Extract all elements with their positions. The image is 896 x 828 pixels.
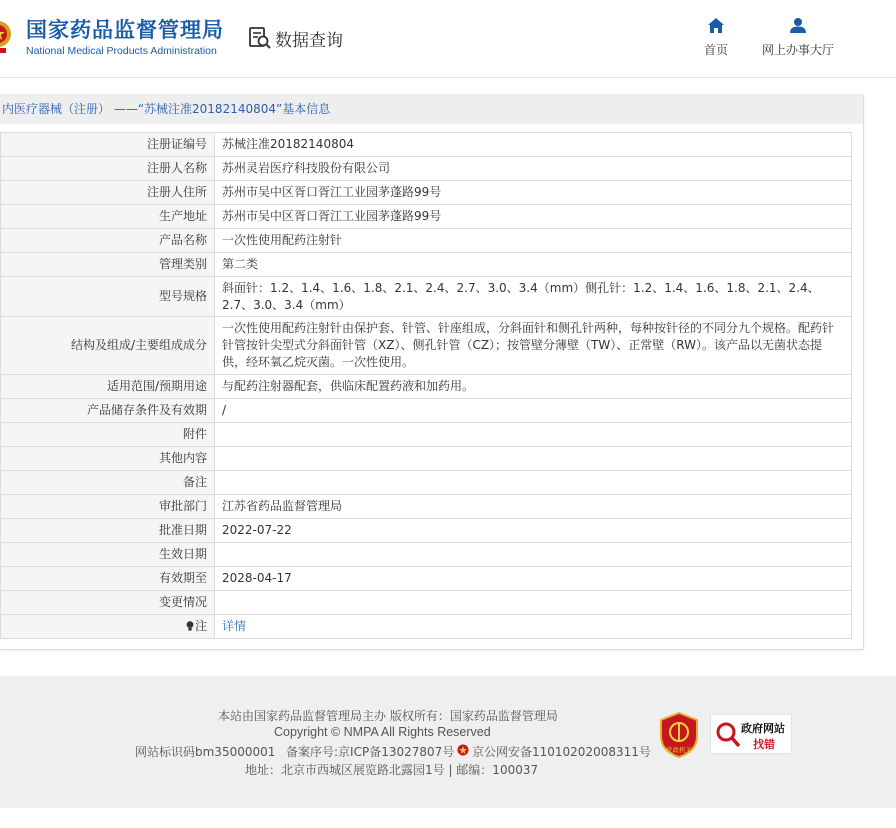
- gov-badge-title: 政府网站: [741, 722, 785, 735]
- table-row: [1, 181, 852, 205]
- panel-title: 内医疗器械（注册） ——“苏械注准20182140804”基本信息: [0, 94, 863, 124]
- table-row: [1, 423, 852, 447]
- magnifier-icon: [715, 721, 741, 749]
- table-row: [1, 519, 852, 543]
- row-value: 第二类: [215, 253, 852, 277]
- details-link[interactable]: 详情: [222, 619, 247, 633]
- row-label: 生产地址: [1, 205, 215, 229]
- row-label: 产品名称: [1, 229, 215, 253]
- table-row: [1, 615, 852, 639]
- table-row: [1, 543, 852, 567]
- row-value: [215, 615, 852, 639]
- nav-online-hall-label: 网上办事大厅: [761, 43, 834, 57]
- nav-home-label: 首页: [703, 43, 728, 57]
- footer-icp-link[interactable]: 备案序号:京ICP备13027807号: [286, 745, 455, 759]
- national-emblem-icon: [0, 16, 12, 56]
- row-value: 苏州市吴中区胥口胥江工业园茅蓬路99号: [215, 205, 852, 229]
- table-row: [1, 253, 852, 277]
- row-value: 斜面针：1.2、1.4、1.6、1.8、2.1、2.4、2.7、3.0、3.4（mm）侧孔针：1.2、1.4、1.6、1.8、2.1、2.4、2.7、3.0、3.4（mm）: [215, 277, 852, 317]
- row-label: 附件: [1, 423, 215, 447]
- row-label: 有效期至: [1, 567, 215, 591]
- footer-copyright: Copyright © NMPA All Rights Reserved: [274, 725, 491, 739]
- gov-badge-subtitle: 找错: [753, 738, 775, 751]
- table-row: [1, 495, 852, 519]
- info-panel: [0, 94, 864, 650]
- table-row: [1, 567, 852, 591]
- table-row: [1, 205, 852, 229]
- note-label: 注: [194, 619, 207, 633]
- nav-online-hall[interactable]: [760, 18, 836, 58]
- site-header: [0, 0, 896, 76]
- row-label: 备注: [1, 471, 215, 495]
- document-search-icon: [248, 26, 272, 50]
- row-value: 一次性使用配药注射针: [215, 229, 852, 253]
- party-gov-badge-text: 党政机关: [666, 746, 692, 754]
- table-row: [1, 375, 852, 399]
- row-value: 2022-07-22: [215, 519, 852, 543]
- row-value: [215, 543, 852, 567]
- row-label: 变更情况: [1, 591, 215, 615]
- row-value: [215, 447, 852, 471]
- row-value: 与配药注射器配套，供临床配置药液和加药用。: [215, 375, 852, 399]
- row-value: [215, 591, 852, 615]
- row-label: 适用范围/预期用途: [1, 375, 215, 399]
- table-row: [1, 399, 852, 423]
- table-row: [1, 229, 852, 253]
- lightbulb-icon: [186, 621, 194, 631]
- footer-address: 地址：北京市西城区展览路北露园1号 | 邮编：100037: [245, 763, 539, 777]
- row-value: 苏州灵岩医疗科技股份有限公司: [215, 157, 852, 181]
- table-row: [1, 133, 852, 157]
- nav-home[interactable]: [700, 18, 732, 58]
- table-row: [1, 317, 852, 375]
- gov-site-error-badge[interactable]: [710, 714, 792, 754]
- row-value: 江苏省药品监督管理局: [215, 495, 852, 519]
- row-label: 注册人名称: [1, 157, 215, 181]
- row-value: 苏械注准20182140804: [215, 133, 852, 157]
- row-label: 生效日期: [1, 543, 215, 567]
- row-label: 产品储存条件及有效期: [1, 399, 215, 423]
- home-icon: [708, 18, 724, 33]
- row-value: 2028-04-17: [215, 567, 852, 591]
- footer-sponsor-text: 本站由国家药品监督管理局主办 版权所有：国家药品监督管理局: [218, 709, 558, 723]
- row-label: 批准日期: [1, 519, 215, 543]
- site-logo-subtitle: National Medical Products Administration: [26, 45, 217, 57]
- row-label: 审批部门: [1, 495, 215, 519]
- table-row: [1, 471, 852, 495]
- header-divider: [0, 77, 896, 78]
- row-value: [215, 471, 852, 495]
- row-label: 管理类别: [1, 253, 215, 277]
- footer-site-code: 网站标识码bm35000001: [135, 745, 276, 759]
- footer-police-link[interactable]: 京公网安备11010202008311号: [472, 745, 651, 759]
- site-logo-title[interactable]: 国家药品监督管理局: [26, 18, 224, 42]
- row-label: 注册证编号: [1, 133, 215, 157]
- table-row: [1, 157, 852, 181]
- row-value: 一次性使用配药注射针由保护套、针管、针座组成，分斜面针和侧孔针两种，每种按针径的不同分九个规格。配药针针管按针尖型式分斜面针管（XZ）、侧孔针管（CZ）；按管壁分薄壁（TW）、正常壁（RW）。该产品以无菌状态提供，经环氧乙烷灭菌。一次性使用。: [215, 317, 852, 375]
- row-label: 注册人住所: [1, 181, 215, 205]
- user-icon: [790, 18, 806, 33]
- table-row: [1, 447, 852, 471]
- row-value: 苏州市吴中区胥口胥江工业园茅蓬路99号: [215, 181, 852, 205]
- row-label: 其他内容: [1, 447, 215, 471]
- info-table: [0, 132, 852, 639]
- row-label: 型号规格: [1, 277, 215, 317]
- police-badge-icon: [457, 744, 469, 756]
- table-row: [1, 277, 852, 317]
- row-label: 结构及组成/主要组成成分: [1, 317, 215, 375]
- row-value: /: [215, 399, 852, 423]
- data-query-label: 数据查询: [275, 30, 343, 51]
- row-value: [215, 423, 852, 447]
- table-row: [1, 591, 852, 615]
- party-gov-badge[interactable]: [658, 712, 700, 758]
- row-label: [1, 615, 215, 639]
- data-query-heading[interactable]: [248, 24, 343, 52]
